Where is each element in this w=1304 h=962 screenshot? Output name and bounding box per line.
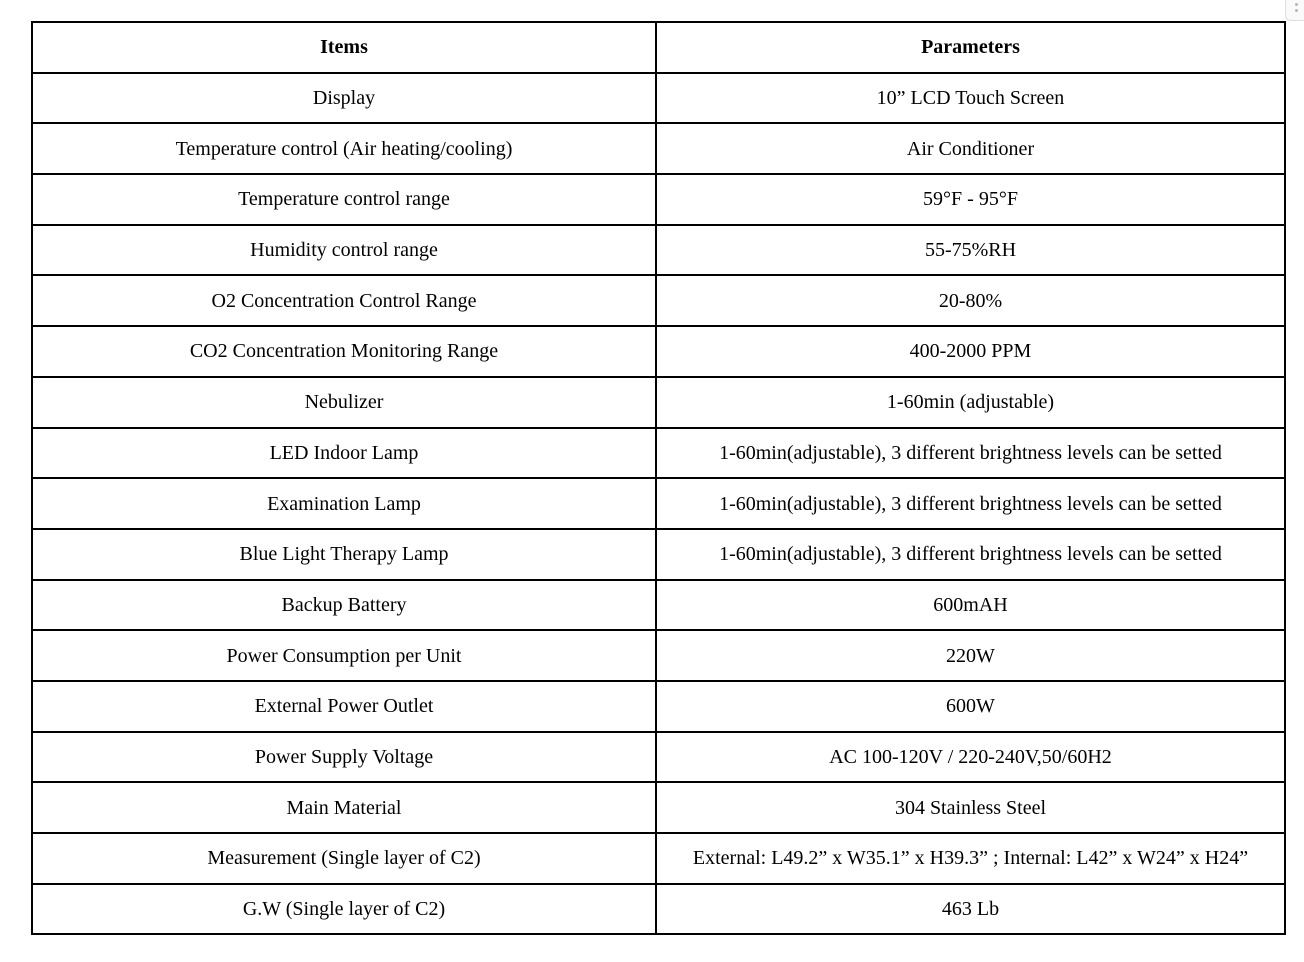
item-cell: Measurement (Single layer of C2): [32, 833, 656, 884]
parameter-cell: 59°F - 95°F: [656, 174, 1285, 225]
parameter-cell: External: L49.2” x W35.1” x H39.3” ; Internal: L42” x W24” x H24”: [656, 833, 1285, 884]
table-row: [32, 630, 1285, 681]
header-parameters: Parameters: [656, 22, 1285, 73]
parameter-cell: Air Conditioner: [656, 123, 1285, 174]
parameter-cell: 600W: [656, 681, 1285, 732]
table-row: [32, 681, 1285, 732]
item-cell: External Power Outlet: [32, 681, 656, 732]
table-row: [32, 123, 1285, 174]
table-row: [32, 580, 1285, 631]
item-cell: Humidity control range: [32, 225, 656, 276]
item-cell: G.W (Single layer of C2): [32, 884, 656, 935]
item-cell: Main Material: [32, 782, 656, 833]
parameter-cell: 20-80%: [656, 275, 1285, 326]
item-cell: Power Supply Voltage: [32, 732, 656, 783]
table-row: [32, 428, 1285, 479]
parameter-cell: 220W: [656, 630, 1285, 681]
drag-handle-icon[interactable]: [1285, 0, 1304, 21]
item-cell: Power Consumption per Unit: [32, 630, 656, 681]
item-cell: Display: [32, 73, 656, 124]
item-cell: Temperature control range: [32, 174, 656, 225]
table-row: [32, 884, 1285, 935]
table-row: [32, 174, 1285, 225]
table-row: [32, 478, 1285, 529]
table-row: [32, 275, 1285, 326]
item-cell: Temperature control (Air heating/cooling): [32, 123, 656, 174]
parameter-cell: 1-60min(adjustable), 3 different brightness levels can be setted: [656, 428, 1285, 479]
table-header-row: [32, 22, 1285, 73]
parameter-cell: 1-60min(adjustable), 3 different brightness levels can be setted: [656, 529, 1285, 580]
parameter-cell: 400-2000 PPM: [656, 326, 1285, 377]
table-row: [32, 732, 1285, 783]
table-row: [32, 377, 1285, 428]
header-items: Items: [32, 22, 656, 73]
specifications-table: [31, 21, 1286, 935]
parameter-cell: 10” LCD Touch Screen: [656, 73, 1285, 124]
item-cell: CO2 Concentration Monitoring Range: [32, 326, 656, 377]
table-row: [32, 225, 1285, 276]
table-row: [32, 529, 1285, 580]
table-row: [32, 326, 1285, 377]
item-cell: O2 Concentration Control Range: [32, 275, 656, 326]
item-cell: LED Indoor Lamp: [32, 428, 656, 479]
item-cell: Backup Battery: [32, 580, 656, 631]
parameter-cell: 600mAH: [656, 580, 1285, 631]
parameter-cell: 1-60min (adjustable): [656, 377, 1285, 428]
parameter-cell: 1-60min(adjustable), 3 different brightness levels can be setted: [656, 478, 1285, 529]
table-row: [32, 782, 1285, 833]
parameter-cell: 304 Stainless Steel: [656, 782, 1285, 833]
table-row: [32, 73, 1285, 124]
parameter-cell: 55-75%RH: [656, 225, 1285, 276]
item-cell: Nebulizer: [32, 377, 656, 428]
table-row: [32, 833, 1285, 884]
item-cell: Blue Light Therapy Lamp: [32, 529, 656, 580]
parameter-cell: 463 Lb: [656, 884, 1285, 935]
parameter-cell: AC 100-120V / 220-240V,50/60H2: [656, 732, 1285, 783]
item-cell: Examination Lamp: [32, 478, 656, 529]
